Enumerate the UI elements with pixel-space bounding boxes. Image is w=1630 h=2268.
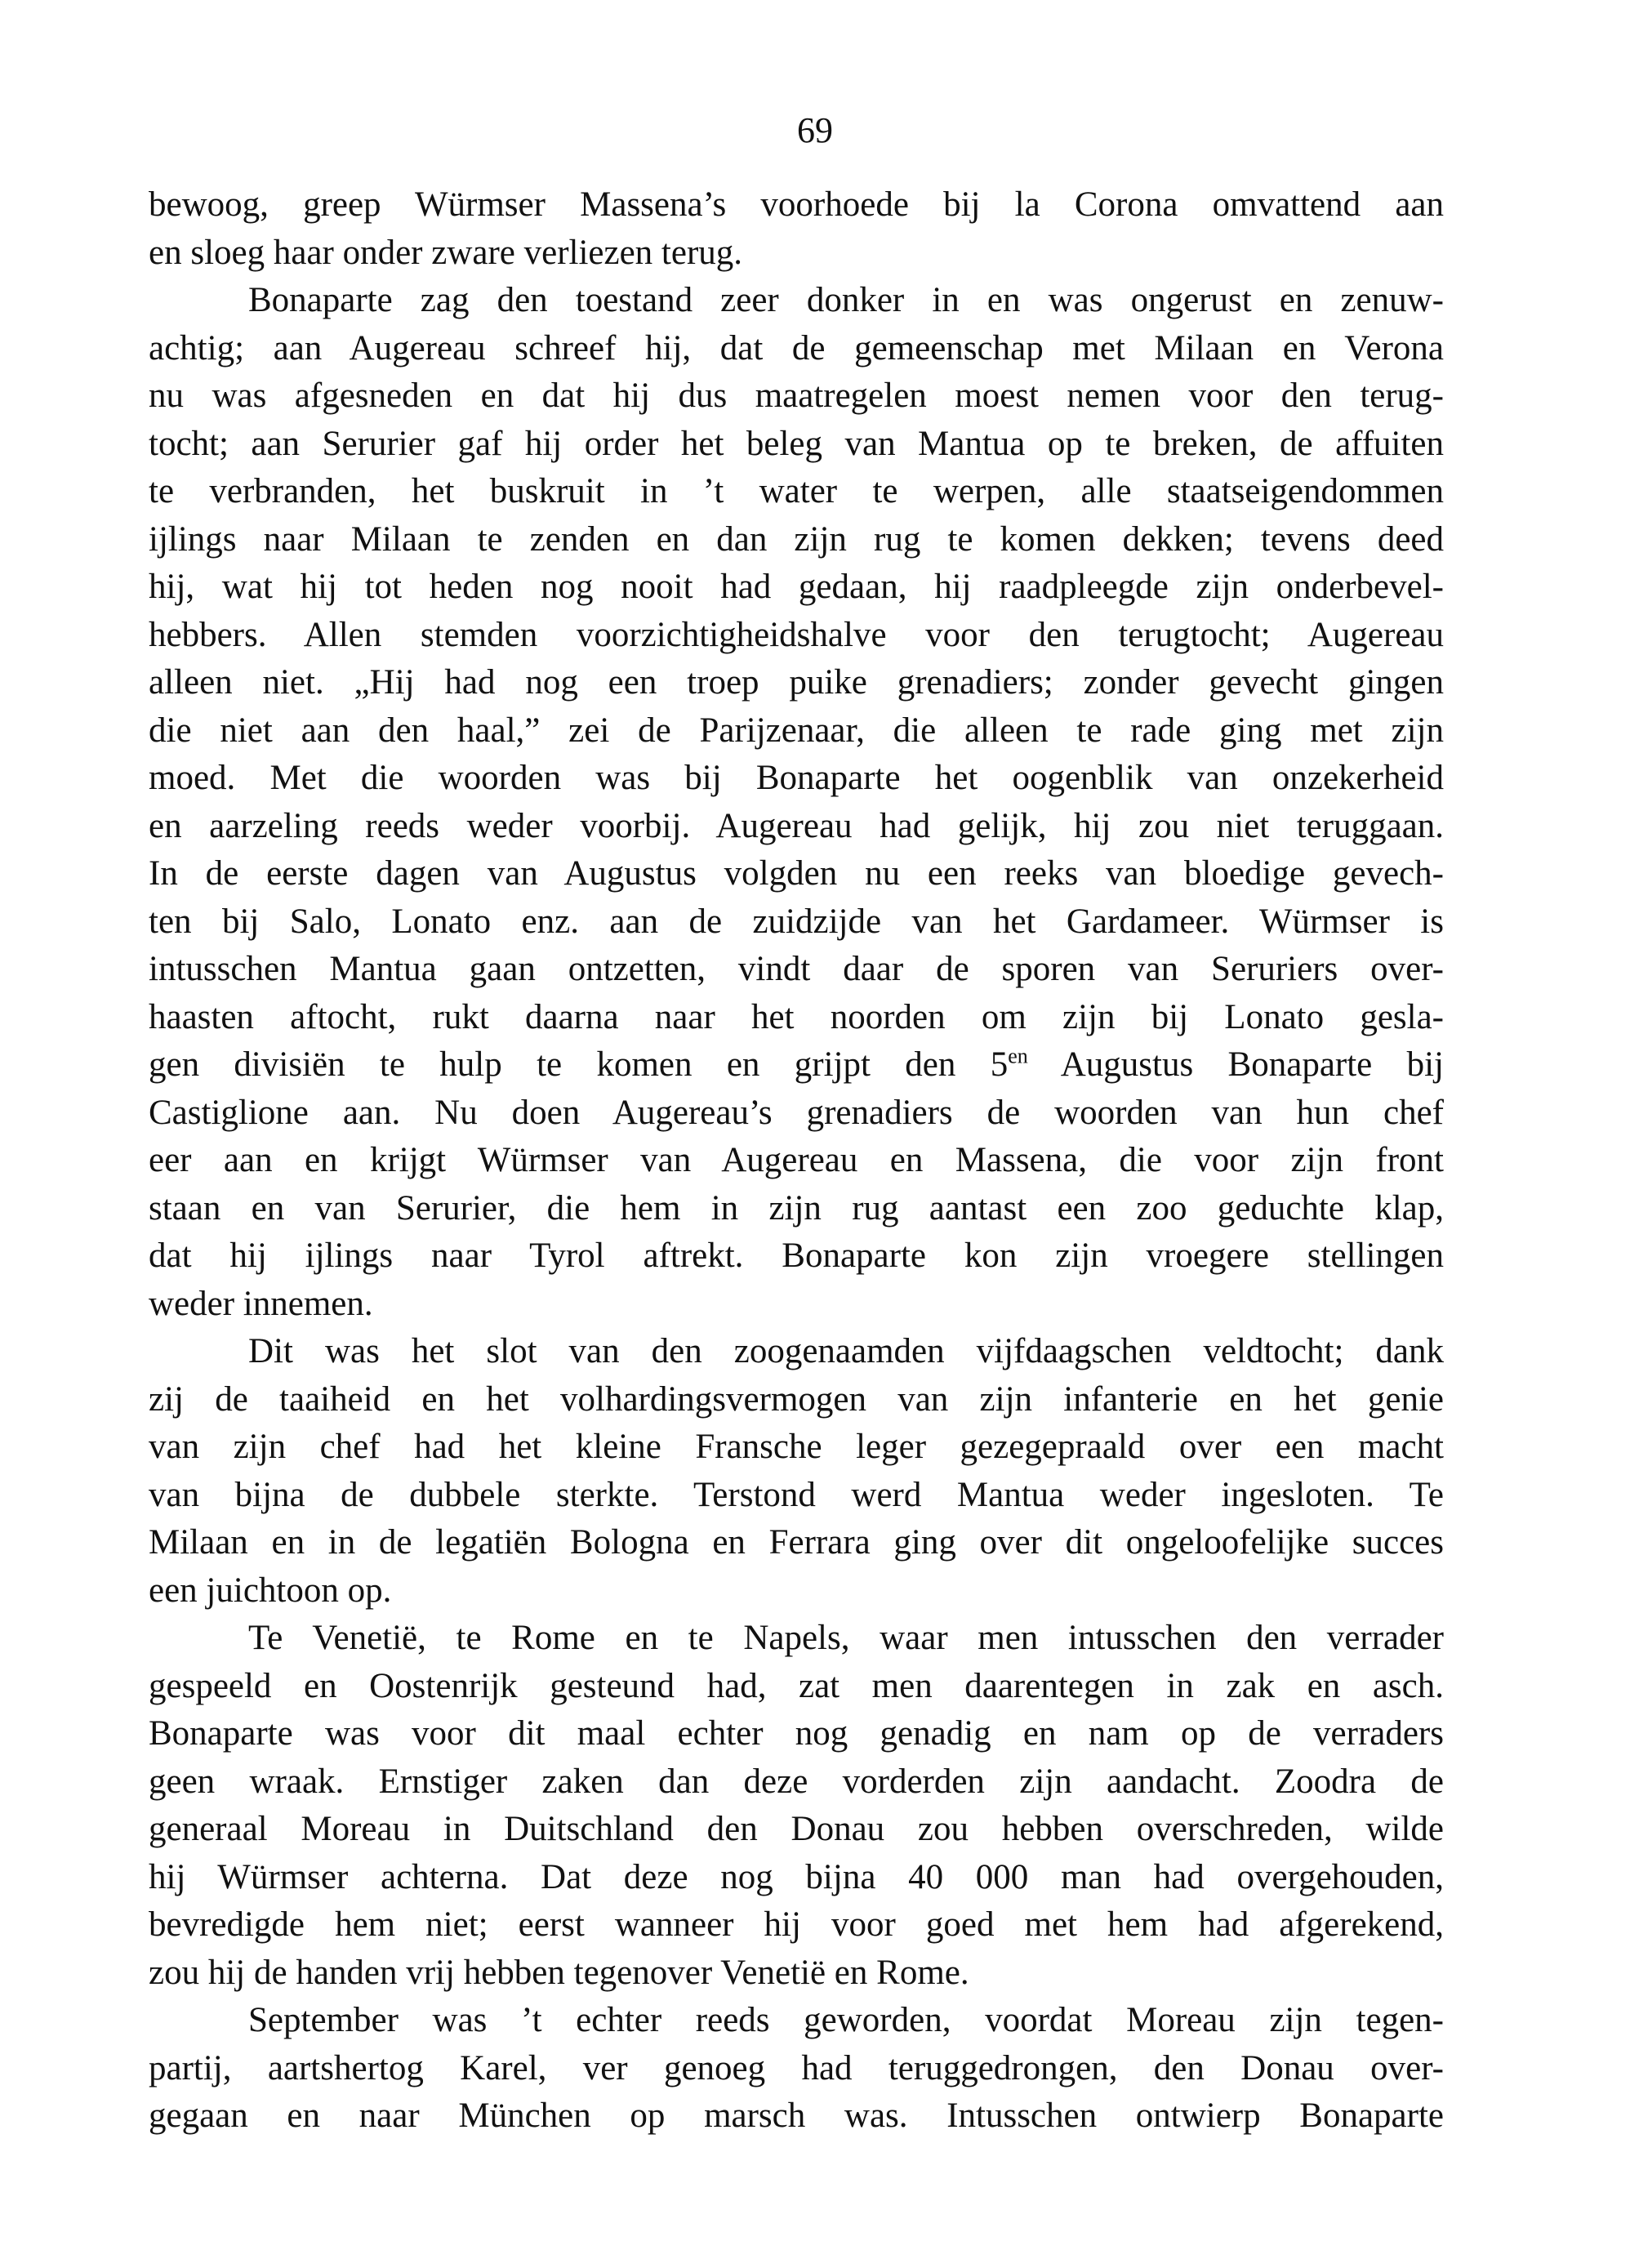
- text-line: ijlings naar Milaan te zenden en dan zijn rug te komen dekken; tevens deed: [149, 519, 1444, 559]
- text-line: Bonaparte was voor dit maal echter nog genadig en nam op de verraders: [149, 1714, 1444, 1753]
- text-line: geen wraak. Ernstiger zaken dan deze vorderden zijn aandacht. Zoodra de: [149, 1762, 1444, 1801]
- superscript: en: [1008, 1044, 1028, 1068]
- text-line: zou hij de handen vrij hebben tegenover Venetië en Rome.: [149, 1953, 969, 1992]
- text-line: ten bij Salo, Lonato enz. aan de zuidzijde van het Gardameer. Würmser is: [149, 902, 1444, 941]
- text-line: Bonaparte zag den toestand zeer donker in en was ongerust en zenuw-: [248, 281, 1444, 319]
- text-line: van bijna de dubbele sterkte. Terstond werd Mantua weder ingesloten. Te: [149, 1475, 1444, 1514]
- text-line: nu was afgesneden en dat hij dus maatregelen moest nemen voor den terug-: [149, 377, 1444, 415]
- text-line: In de eerste dagen van Augustus volgden nu een reeks van bloedige gevech-: [149, 854, 1444, 893]
- text-line: hij, wat hij tot heden nog nooit had gedaan, hij raadpleegde zijn onderbevel-: [149, 568, 1444, 606]
- text-line: partij, aartshertog Karel, ver genoeg had teruggedrongen, den Donau over-: [149, 2048, 1444, 2088]
- body-text: [149, 181, 1444, 2141]
- text-line: en aarzeling reeds weder voorbij. Augereau had gelijk, hij zou niet teruggaan.: [149, 806, 1444, 845]
- text-line: September was ’t echter reeds geworden, voordat Moreau zijn tegen-: [248, 2001, 1444, 2039]
- text-line: intusschen Mantua gaan ontzetten, vindt daar de sporen van Seruriers over-: [149, 950, 1444, 988]
- text-line: een juichtoon op.: [149, 1571, 392, 1610]
- text-line: die niet aan den haal,” zei de Parijzenaar, die alleen te rade ging met zijn: [149, 711, 1444, 750]
- text-line: staan en van Serurier, die hem in zijn rug aantast een zoo geduchte klap,: [149, 1188, 1444, 1228]
- text-line: Milaan en in de legatiën Bologna en Ferrara ging over dit ongeloofelijke succes: [149, 1523, 1444, 1562]
- page-number: 69: [797, 110, 833, 150]
- text-line: en sloeg haar onder zware verliezen terug.: [149, 233, 743, 272]
- text-line: eer aan en krijgt Würmser van Augereau en Massena, die voor zijn front: [149, 1141, 1444, 1179]
- text-line: Dit was het slot van den zoogenaamden vijfdaagschen veldtocht; dank: [248, 1332, 1444, 1370]
- text-line: dat hij ijlings naar Tyrol aftrekt. Bonaparte kon zijn vroegere stellingen: [149, 1236, 1444, 1275]
- text-line: alleen niet. „Hij had nog een troep puike grenadiers; zonder gevecht gingen: [149, 663, 1444, 702]
- text-line: bewoog, greep Würmser Massena’s voorhoede bij la Corona omvattend aan: [149, 185, 1444, 224]
- text-line: achtig; aan Augereau schreef hij, dat de gemeenschap met Milaan en Verona: [149, 328, 1444, 368]
- text-line: van zijn chef had het kleine Fransche leger gezegepraald over een macht: [149, 1428, 1444, 1466]
- text-line: hij Würmser achterna. Dat deze nog bijna 40 000 man had overgehouden,: [149, 1857, 1444, 1896]
- text-line: te verbranden, het buskruit in ’t water te werpen, alle staatseigendommen: [149, 472, 1444, 510]
- text-line: zij de taaiheid en het volhardingsvermogen van zijn infanterie en het genie: [149, 1379, 1444, 1419]
- text-line: Castiglione aan. Nu doen Augereau’s grenadiers de woorden van hun chef: [149, 1093, 1444, 1132]
- text-segment: gen divisiën te hulp te komen en grijpt den 5: [149, 1045, 1009, 1084]
- text-line: gespeeld en Oostenrijk gesteund had, zat men daarentegen in zak en asch.: [149, 1666, 1444, 1705]
- text-line: hebbers. Allen stemden voorzichtigheidshalve voor den terugtocht; Augereau: [149, 615, 1444, 654]
- text-line: moed. Met die woorden was bij Bonaparte het oogenblik van onzekerheid: [149, 759, 1444, 797]
- text-line: [149, 1041, 1444, 1089]
- text-line: tocht; aan Serurier gaf hij order het beleg van Mantua op te breken, de affuiten: [149, 424, 1444, 463]
- text-segment: Augustus Bonaparte bij: [1027, 1045, 1444, 1084]
- text-line: generaal Moreau in Duitschland den Donau zou hebben overschreden, wilde: [149, 1810, 1444, 1848]
- text-line: gegaan en naar München op marsch was. Intusschen ontwierp Bonaparte: [149, 2096, 1444, 2135]
- text-line: weder innemen.: [149, 1284, 373, 1323]
- text-line: bevredigde hem niet; eerst wanneer hij voor goed met hem had afgerekend,: [149, 1905, 1444, 1944]
- text-line: haasten aftocht, rukt daarna naar het noorden om zijn bij Lonato gesla-: [149, 997, 1444, 1036]
- text-line: Te Venetië, te Rome en te Napels, waar men intusschen den verrader: [248, 1619, 1444, 1657]
